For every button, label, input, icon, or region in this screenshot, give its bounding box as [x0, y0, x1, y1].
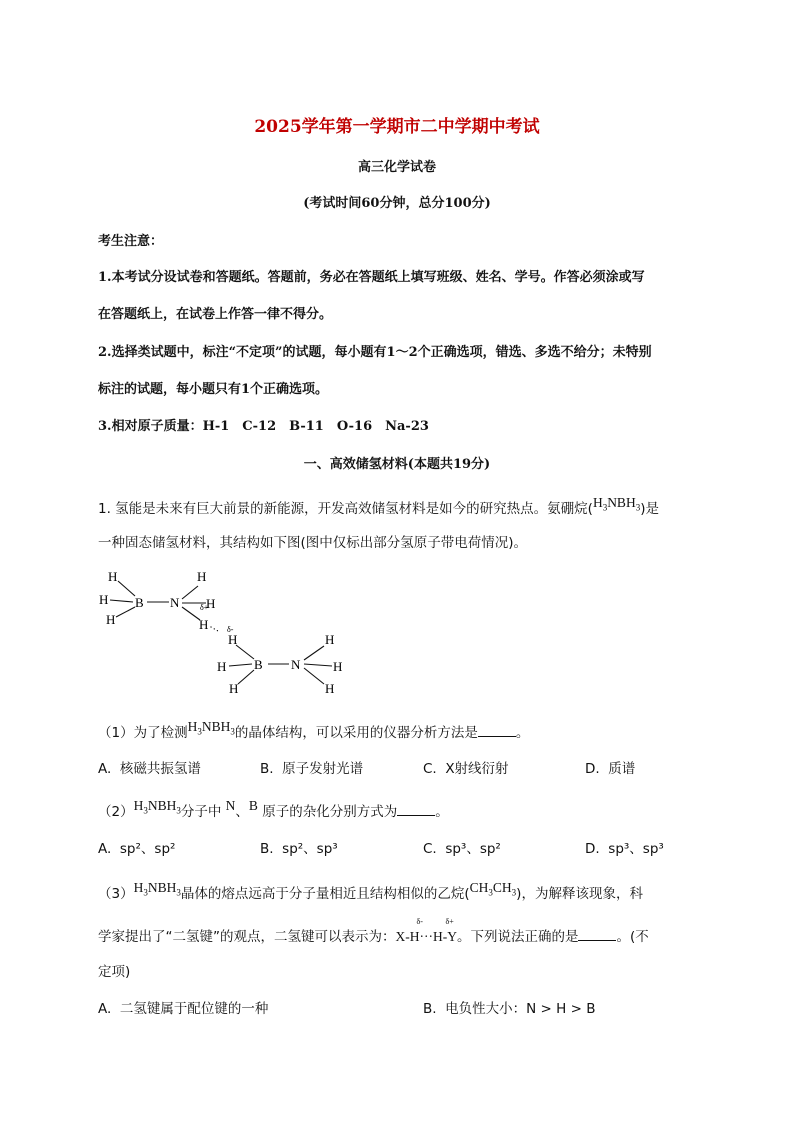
atom-h: H [325, 681, 335, 696]
question-1-intro-line-1 [98, 497, 659, 519]
atom-h: H [206, 596, 216, 611]
atom-n: N [291, 657, 301, 672]
atom-h: H [325, 632, 335, 647]
formula-ammonia-borane: $H_3NBH_3$ [592, 495, 641, 513]
q1-option-c[interactable]: C. X射线衍射 [423, 761, 509, 777]
q1-option-a[interactable]: A. 核磁共振氢谱 [98, 761, 201, 777]
ammonia-borane-structure-diagram [96, 564, 366, 704]
atom-b-label: B [248, 798, 258, 813]
question-1-2 [98, 800, 449, 822]
answer-blank[interactable] [478, 724, 516, 737]
q2-option-a[interactable]: A. sp²、sp² [98, 841, 176, 857]
formula-ammonia-borane: $H_3NBH_3$ [133, 880, 181, 898]
q3-line2-c: 。(不 [616, 929, 649, 945]
answer-blank[interactable] [397, 803, 435, 816]
delta-minus-label: δ- [416, 917, 423, 926]
formula-ammonia-borane: $H_3NBH_3$ [187, 719, 235, 737]
dihydrogen-bond-notation: δ- δ+ X-H···H-Y [395, 917, 457, 944]
q1-text-c: 。 [515, 725, 530, 741]
q3-text-a: （3） [98, 886, 134, 902]
q2-text-c: 原子的杂化分别方式为 [262, 804, 398, 820]
atom-h: H [217, 659, 227, 674]
dihydrogen-bond-dots: ··· [206, 621, 222, 638]
q2-option-b[interactable]: B. sp²、sp³ [260, 841, 338, 857]
q3-text-c: )，为解释该现象，科 [516, 886, 643, 902]
formula-ammonia-borane: $H_3NBH_3$ [133, 798, 181, 816]
q3-option-b[interactable]: B. 电负性大小：N > H > B [423, 1001, 596, 1017]
question-1-3-line-3: 定项) [98, 964, 131, 980]
q1-text-b: 的晶体结构，可以采用的仪器分析方法是 [234, 725, 478, 741]
q3-line2-b: 。下列说法正确的是 [456, 929, 579, 945]
q2-text-a: （2） [98, 804, 134, 820]
notes-heading: 考生注意： [98, 234, 164, 249]
atom-b: B [135, 595, 144, 610]
atom-h: H [333, 659, 343, 674]
delta-plus-label: δ+ [200, 603, 209, 612]
q1-text-a: （1）为了检测 [98, 725, 188, 741]
question-1-1 [98, 721, 529, 743]
exam-time-info: (考试时间60分钟，总分100分) [303, 196, 491, 211]
answer-blank[interactable] [578, 928, 616, 941]
q1-option-b[interactable]: B. 原子发射光谱 [260, 761, 364, 777]
atom-n: N [170, 595, 180, 610]
atom-h: H [99, 592, 109, 607]
q2-option-d[interactable]: D. sp³、sp³ [585, 841, 664, 857]
atom-h: H [229, 681, 239, 696]
section-1-heading: 一、高效储氢材料(本题共19分) [303, 457, 491, 472]
atom-h: H [228, 632, 238, 647]
q2-option-c[interactable]: C. sp³、sp² [423, 841, 501, 857]
formula-ethane: $CH_3CH_3$ [469, 880, 517, 898]
delta-minus-label: δ- [227, 625, 234, 634]
intro-text-b: )是 [640, 501, 659, 517]
atom-h: H [199, 617, 209, 632]
atom-b: B [254, 657, 263, 672]
q3-line2-a: 学家提出了“二氢键”的观点，二氢键可以表示为： [98, 929, 396, 945]
question-1-3-line-1 [98, 882, 643, 904]
question-1-3-line-2 [98, 917, 649, 945]
intro-text-a: 1. 氢能是未来有巨大前景的新能源，开发高效储氢材料是如今的研究热点。氨硼烷( [98, 501, 593, 517]
q2-sep: 、 [235, 804, 249, 820]
exam-subtitle: 高三化学试卷 [357, 160, 436, 175]
q2-text-d: 。 [435, 804, 449, 820]
q2-text-b: 分子中 [180, 804, 222, 820]
atom-h: H [108, 569, 118, 584]
q3-text-b: 晶体的熔点远高于分子量相近且结构相似的乙烷( [180, 886, 470, 902]
q1-option-d[interactable]: D. 质谱 [585, 761, 636, 777]
atom-h: H [106, 612, 116, 627]
note-item-1-line-2: 在答题纸上，在试卷上作答一律不得分。 [98, 307, 333, 322]
note-item-1-line-1: 1.本考试分设试卷和答题纸。答题前，务必在答题纸上填写班级、姓名、学号。作答必须涂或写 [98, 270, 645, 285]
atom-h: H [197, 569, 207, 584]
atom-n-label: N [225, 798, 236, 813]
note-item-2-line-2: 标注的试题，每小题只有1个正确选项。 [98, 382, 329, 397]
exam-title: 2025学年第一学期市二中学期中考试 [254, 117, 540, 137]
delta-plus-label: δ+ [445, 917, 454, 926]
question-1-intro-line-2: 一种固态储氢材料，其结构如下图(图中仅标出部分氢原子带电荷情况)。 [98, 535, 528, 551]
q3-option-a[interactable]: A. 二氢键属于配位键的一种 [98, 1001, 269, 1017]
note-item-2-line-1: 2.选择类试题中，标注“不定项”的试题，每小题有1～2个正确选项，错选、多选不给分；未特别 [98, 345, 652, 360]
note-item-3: 3.相对原子质量：H-1 C-12 B-11 O-16 Na-23 [98, 419, 429, 434]
